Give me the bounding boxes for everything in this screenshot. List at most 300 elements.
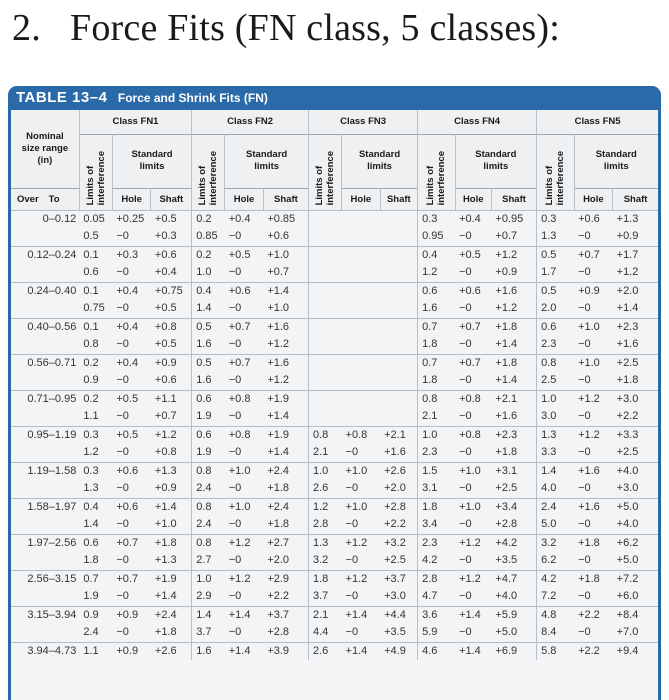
size-range-cell <box>11 624 79 642</box>
value-cell <box>342 390 381 408</box>
value-cell <box>342 300 381 318</box>
value-cell <box>342 246 381 264</box>
value-cell: 2.4 <box>537 498 574 516</box>
value-cell: 2.1 <box>422 410 438 422</box>
value-cell: +1.0 <box>151 516 192 534</box>
value-cell: +1.4 <box>225 642 264 660</box>
table-row <box>11 246 658 264</box>
value-cell: −0 <box>459 230 472 242</box>
value-cell: +0.75 <box>151 282 192 300</box>
table-number: TABLE 13–4 <box>16 89 108 106</box>
value-cell: −0 <box>116 374 129 386</box>
value-cell: −0 <box>459 518 472 530</box>
size-range-cell <box>11 480 79 498</box>
heading-number: 2. <box>12 7 41 49</box>
size-range-cell <box>11 372 79 390</box>
value-cell: +2.4 <box>263 462 308 480</box>
value-cell: +1.0 <box>263 246 308 264</box>
table-row <box>11 390 658 408</box>
value-cell: −0 <box>459 446 472 458</box>
value-cell: +2.8 <box>380 498 417 516</box>
hole-header: Hole <box>112 188 151 210</box>
class-fn4-header: Class FN4 <box>418 110 537 134</box>
value-cell: 5.0 <box>541 518 557 530</box>
value-cell <box>342 354 381 372</box>
value-cell: +0.7 <box>263 264 308 282</box>
value-cell: 0.6 <box>83 266 99 278</box>
shaft-header: Shaft <box>623 193 648 205</box>
value-cell: 0.9 <box>83 374 99 386</box>
value-cell: −0 <box>578 590 591 602</box>
value-cell: 0.2 <box>79 390 112 408</box>
value-cell: +0.7 <box>455 354 491 372</box>
value-cell <box>342 372 381 390</box>
value-cell: +1.2 <box>342 534 381 552</box>
value-cell: −0 <box>459 554 472 566</box>
size-range-cell: 0.12–0.24 <box>11 246 79 264</box>
value-cell: 0.3 <box>79 462 112 480</box>
limits-header: Limits of interference <box>418 134 455 210</box>
value-cell: +0.7 <box>225 354 264 372</box>
value-cell: 0.1 <box>79 318 112 336</box>
value-cell: −0 <box>578 230 591 242</box>
hole-header: Hole <box>225 188 264 210</box>
value-cell: +0.6 <box>151 372 192 390</box>
value-cell: 2.1 <box>309 606 342 624</box>
value-cell: +1.1 <box>151 390 192 408</box>
value-cell: +1.0 <box>225 498 264 516</box>
size-range-cell: 0.71–0.95 <box>11 390 79 408</box>
value-cell <box>342 210 381 228</box>
value-cell <box>380 408 417 426</box>
value-cell: −0 <box>459 338 472 350</box>
value-cell: +1.6 <box>491 282 536 300</box>
size-range-cell: 0.40–0.56 <box>11 318 79 336</box>
value-cell: +2.2 <box>380 516 417 534</box>
value-cell: 0.5 <box>83 230 99 242</box>
value-cell <box>342 228 381 246</box>
value-cell: −0 <box>228 554 242 566</box>
value-cell: +1.2 <box>574 390 613 408</box>
value-cell: 1.6 <box>196 374 212 386</box>
value-cell: 0.1 <box>79 282 112 300</box>
value-cell: 1.9 <box>83 590 99 602</box>
value-cell: 1.6 <box>192 642 225 660</box>
value-cell: 0.5 <box>192 318 225 336</box>
value-cell: +2.2 <box>574 642 613 660</box>
value-cell: 0.8 <box>192 498 225 516</box>
value-cell: +0.6 <box>112 462 151 480</box>
value-cell: −0 <box>345 518 359 530</box>
value-cell: 0.7 <box>418 318 455 336</box>
value-cell: 3.0 <box>541 410 557 422</box>
value-cell: 1.9 <box>196 410 212 422</box>
value-cell <box>380 372 417 390</box>
value-cell: +6.9 <box>491 642 536 660</box>
value-cell: +0.6 <box>263 228 308 246</box>
value-cell: 0.1 <box>79 246 112 264</box>
hole-header: Hole <box>455 188 491 210</box>
value-cell: 0.2 <box>192 246 225 264</box>
table-row <box>11 300 658 318</box>
table-row <box>11 570 658 588</box>
value-cell: −0 <box>116 518 129 530</box>
value-cell: −0 <box>578 626 591 638</box>
value-cell: +3.0 <box>380 588 417 606</box>
table-row <box>11 336 658 354</box>
value-cell: 3.1 <box>422 482 438 494</box>
size-range-cell <box>11 552 79 570</box>
value-cell: −0 <box>345 554 359 566</box>
value-cell: 3.4 <box>422 518 438 530</box>
size-range-cell <box>11 516 79 534</box>
class-fn3-header: Class FN3 <box>309 110 418 134</box>
value-cell: +1.8 <box>574 534 613 552</box>
value-cell: +1.2 <box>151 426 192 444</box>
table-row <box>11 372 658 390</box>
page-heading <box>12 6 560 50</box>
value-cell <box>309 336 342 354</box>
value-cell: −0 <box>578 482 591 494</box>
heading-text: Force Fits (FN class, 5 classes): <box>70 7 560 49</box>
value-cell: 0.6 <box>537 318 574 336</box>
value-cell: 1.3 <box>309 534 342 552</box>
value-cell: +1.6 <box>263 354 308 372</box>
value-cell: 1.3 <box>83 482 99 494</box>
value-cell: 1.8 <box>422 338 438 350</box>
value-cell: +0.6 <box>455 282 491 300</box>
value-cell: −0 <box>578 410 591 422</box>
table-row <box>11 228 658 246</box>
value-cell: +4.0 <box>616 518 639 530</box>
size-range-cell <box>11 588 79 606</box>
value-cell: +2.5 <box>491 480 536 498</box>
value-cell: −0 <box>459 374 472 386</box>
value-cell <box>380 318 417 336</box>
value-cell: +0.8 <box>455 426 491 444</box>
value-cell: +1.0 <box>225 462 264 480</box>
value-cell: +1.6 <box>380 444 417 462</box>
class-fn1-header: Class FN1 <box>79 110 191 134</box>
value-cell <box>380 264 417 282</box>
value-cell: +3.7 <box>380 570 417 588</box>
value-cell <box>380 300 417 318</box>
value-cell: +4.4 <box>380 606 417 624</box>
value-cell: 1.0 <box>192 570 225 588</box>
value-cell: +6.2 <box>613 534 658 552</box>
table-row <box>11 516 658 534</box>
value-cell: 0.2 <box>79 354 112 372</box>
value-cell: +5.0 <box>613 498 658 516</box>
value-cell: 1.5 <box>418 462 455 480</box>
value-cell: 1.8 <box>418 498 455 516</box>
limits-header: Limits of interference <box>79 134 112 210</box>
value-cell <box>309 210 342 228</box>
value-cell: −0 <box>228 446 242 458</box>
value-cell: +1.8 <box>491 318 536 336</box>
fit-table <box>11 110 658 660</box>
value-cell: 0.7 <box>79 570 112 588</box>
value-cell <box>380 246 417 264</box>
value-cell: 1.0 <box>537 390 574 408</box>
class-fn2-header: Class FN2 <box>192 110 309 134</box>
value-cell: −0 <box>116 302 129 314</box>
value-cell: 4.2 <box>422 554 438 566</box>
value-cell: 0.8 <box>192 462 225 480</box>
size-range-cell <box>11 408 79 426</box>
value-cell: −0 <box>116 554 129 566</box>
value-cell: +1.4 <box>455 606 491 624</box>
value-cell: 4.4 <box>313 626 329 638</box>
table-row <box>11 408 658 426</box>
size-range-cell: 2.56–3.15 <box>11 570 79 588</box>
standard-limits-header: Standard limits <box>112 134 191 188</box>
value-cell <box>309 228 342 246</box>
value-cell: 1.9 <box>196 446 212 458</box>
value-cell: +1.9 <box>263 390 308 408</box>
size-range-cell <box>11 228 79 246</box>
value-cell <box>342 336 381 354</box>
value-cell: −0 <box>228 338 242 350</box>
shaft-header: Shaft <box>151 188 192 210</box>
value-cell: +2.6 <box>380 462 417 480</box>
value-cell: +3.0 <box>613 390 658 408</box>
value-cell: 1.8 <box>422 374 438 386</box>
value-cell: 1.2 <box>83 446 99 458</box>
value-cell: 0.6 <box>192 390 225 408</box>
size-range-cell: 1.19–1.58 <box>11 462 79 480</box>
value-cell: +2.8 <box>491 516 536 534</box>
class-fn5-header: Class FN5 <box>574 116 621 128</box>
value-cell: +1.0 <box>263 300 308 318</box>
value-cell: 2.6 <box>313 482 329 494</box>
table-row <box>11 606 658 624</box>
value-cell: +1.9 <box>151 570 192 588</box>
value-cell <box>309 318 342 336</box>
value-cell: +2.5 <box>380 552 417 570</box>
value-cell: 0.9 <box>79 606 112 624</box>
value-cell: +0.7 <box>455 318 491 336</box>
value-cell: +0.8 <box>455 390 491 408</box>
value-cell: 1.1 <box>79 642 112 660</box>
size-range-cell: 1.97–2.56 <box>11 534 79 552</box>
value-cell: +0.5 <box>112 390 151 408</box>
value-cell: +5.0 <box>616 554 639 566</box>
value-cell: 2.4 <box>196 518 212 530</box>
value-cell: −0 <box>116 446 129 458</box>
value-cell: −0 <box>578 266 591 278</box>
value-cell: 3.7 <box>196 626 212 638</box>
value-cell: +0.85 <box>263 210 308 228</box>
value-cell: +3.5 <box>491 552 536 570</box>
value-cell: 1.7 <box>541 266 557 278</box>
table-title-bar <box>8 86 661 110</box>
value-cell: −0 <box>459 590 472 602</box>
value-cell: −0 <box>459 266 472 278</box>
value-cell: +2.2 <box>616 410 639 422</box>
table-row <box>11 498 658 516</box>
value-cell: +1.8 <box>263 480 308 498</box>
value-cell: −0 <box>116 482 129 494</box>
value-cell: −0 <box>228 590 242 602</box>
value-cell: 0.8 <box>192 534 225 552</box>
value-cell <box>342 408 381 426</box>
value-cell: +0.7 <box>151 408 192 426</box>
value-cell: +1.0 <box>342 462 381 480</box>
value-cell: +5.9 <box>491 606 536 624</box>
value-cell: −0 <box>228 518 242 530</box>
value-cell: +0.6 <box>151 246 192 264</box>
value-cell: +1.2 <box>491 246 536 264</box>
value-cell: +0.7 <box>574 246 613 264</box>
size-range-cell <box>11 336 79 354</box>
value-cell: 1.4 <box>83 518 99 530</box>
table-body-area <box>11 110 658 700</box>
value-cell: +1.7 <box>613 246 658 264</box>
table-row <box>11 534 658 552</box>
value-cell: +2.5 <box>616 446 639 458</box>
value-cell: +1.2 <box>491 300 536 318</box>
value-cell <box>309 390 342 408</box>
table-row <box>11 552 658 570</box>
value-cell: +1.4 <box>151 498 192 516</box>
standard-limits-header: Standard limits <box>455 134 537 188</box>
value-cell: −0 <box>228 482 242 494</box>
nominal-line-2: size range <box>21 142 69 154</box>
value-cell <box>309 246 342 264</box>
value-cell: −0 <box>345 626 359 638</box>
value-cell: +7.2 <box>613 570 658 588</box>
value-cell: +1.3 <box>151 552 192 570</box>
nominal-line-3: (in) <box>37 154 53 166</box>
limits-header: Limits of interference <box>192 134 225 210</box>
value-cell: −0 <box>578 518 591 530</box>
value-cell: −0 <box>578 554 591 566</box>
value-cell: +0.6 <box>574 210 613 228</box>
value-cell: +3.7 <box>263 606 308 624</box>
value-cell: +0.7 <box>112 534 151 552</box>
value-cell: −0 <box>459 626 472 638</box>
table-row <box>11 462 658 480</box>
value-cell: +3.1 <box>491 462 536 480</box>
value-cell: 0.4 <box>79 498 112 516</box>
value-cell: +4.0 <box>491 588 536 606</box>
value-cell <box>309 372 342 390</box>
value-cell: +0.7 <box>491 228 536 246</box>
value-cell: 0.6 <box>418 282 455 300</box>
value-cell: +2.2 <box>263 588 308 606</box>
size-range-cell <box>11 444 79 462</box>
value-cell: −0 <box>116 626 129 638</box>
value-cell: +1.8 <box>616 374 639 386</box>
value-cell: 0.7 <box>418 354 455 372</box>
table-row <box>11 282 658 300</box>
value-cell: −0 <box>228 626 242 638</box>
value-cell: 2.8 <box>313 518 329 530</box>
value-cell: +1.3 <box>613 210 658 228</box>
value-cell: +0.95 <box>491 210 536 228</box>
value-cell: 0.95 <box>422 230 444 242</box>
value-cell: −0 <box>578 374 591 386</box>
value-cell: −0 <box>228 230 242 242</box>
value-cell: +1.6 <box>574 462 613 480</box>
value-cell: +0.8 <box>151 318 192 336</box>
value-cell: +2.0 <box>613 282 658 300</box>
value-cell: 0.5 <box>537 246 574 264</box>
value-cell <box>380 228 417 246</box>
value-cell: 0.8 <box>309 426 342 444</box>
value-cell: 1.6 <box>196 338 212 350</box>
value-cell: 1.2 <box>422 266 438 278</box>
value-cell: 1.1 <box>83 410 99 422</box>
value-cell: +0.5 <box>225 246 264 264</box>
value-cell: +0.3 <box>112 246 151 264</box>
size-range-cell: 0.24–0.40 <box>11 282 79 300</box>
value-cell: 2.3 <box>422 446 438 458</box>
value-cell: −0 <box>116 266 129 278</box>
value-cell <box>309 300 342 318</box>
value-cell: +2.1 <box>491 390 536 408</box>
value-cell: 4.0 <box>541 482 557 494</box>
value-cell: +0.4 <box>225 210 264 228</box>
value-cell: +1.6 <box>491 408 536 426</box>
value-cell: 2.5 <box>541 374 557 386</box>
value-cell: 3.2 <box>313 554 329 566</box>
value-cell: +1.2 <box>225 534 264 552</box>
value-cell <box>309 354 342 372</box>
value-cell: 5.9 <box>422 626 438 638</box>
value-cell: +1.0 <box>342 498 381 516</box>
value-cell: +1.6 <box>263 318 308 336</box>
value-cell: +0.4 <box>112 354 151 372</box>
value-cell <box>380 282 417 300</box>
value-cell: +1.4 <box>263 408 308 426</box>
standard-limits-header: Standard limits <box>342 134 418 188</box>
value-cell: 1.4 <box>192 606 225 624</box>
value-cell: +1.2 <box>455 534 491 552</box>
value-cell: +0.5 <box>151 300 192 318</box>
value-cell: +0.4 <box>112 318 151 336</box>
value-cell: 0.3 <box>418 210 455 228</box>
value-cell: +3.2 <box>380 534 417 552</box>
table-row <box>11 354 658 372</box>
value-cell: +0.9 <box>616 230 639 242</box>
value-cell: −0 <box>228 410 242 422</box>
value-cell: +3.5 <box>380 624 417 642</box>
value-cell: +1.4 <box>342 642 381 660</box>
size-range-cell <box>11 300 79 318</box>
value-cell: +0.9 <box>151 480 192 498</box>
value-cell: +2.2 <box>574 606 613 624</box>
value-cell: 4.7 <box>422 590 438 602</box>
value-cell: +6.0 <box>616 590 639 602</box>
value-cell: −0 <box>459 410 472 422</box>
value-cell: 2.6 <box>309 642 342 660</box>
value-cell: 7.2 <box>541 590 557 602</box>
value-cell: 0.4 <box>418 246 455 264</box>
value-cell: 1.8 <box>309 570 342 588</box>
value-cell: +1.2 <box>263 372 308 390</box>
table-row <box>11 480 658 498</box>
value-cell: 2.7 <box>196 554 212 566</box>
size-range-cell: 3.94–4.73 <box>11 642 79 660</box>
value-cell: 8.4 <box>541 626 557 638</box>
nominal-size-header <box>11 110 79 188</box>
table-panel <box>8 86 661 700</box>
value-cell: 3.7 <box>313 590 329 602</box>
size-range-cell: 0.95–1.19 <box>11 426 79 444</box>
value-cell: +3.0 <box>616 482 639 494</box>
